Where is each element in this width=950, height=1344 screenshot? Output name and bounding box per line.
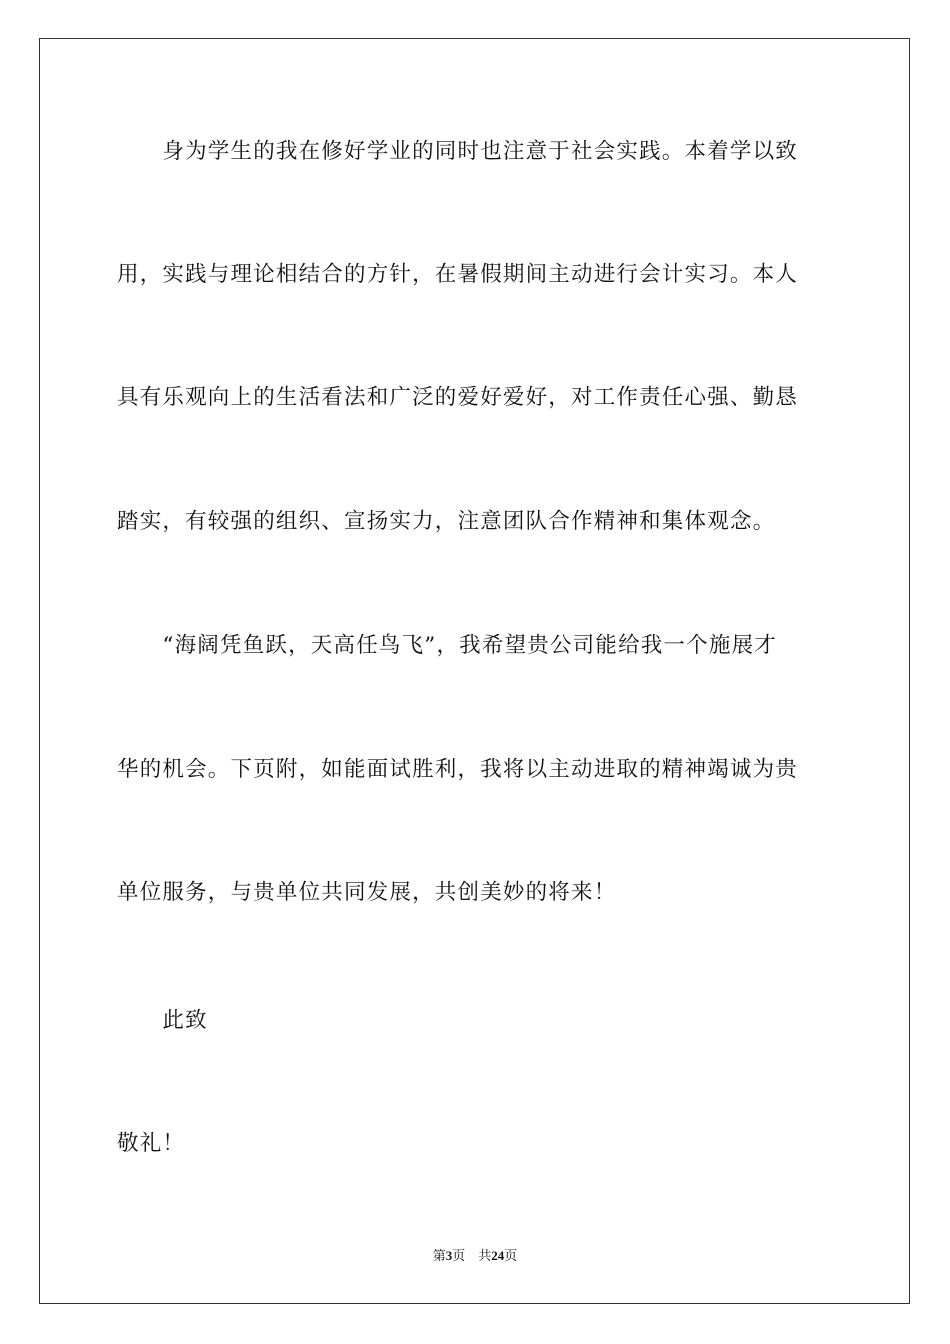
page-border [39,38,910,1304]
page-prefix: 第 [432,1248,446,1263]
page-footer [0,1247,950,1265]
closing-regards: 敬礼！ [117,1131,186,1156]
paragraph-line: 用，实践与理论相结合的方针，在暑假期间主动进行会计实习。本人 [117,262,799,287]
total-pages: 24 [491,1248,505,1263]
page-number: 3 [445,1248,453,1263]
paragraph-line: “海阔凭鱼跃，天高任鸟飞”，我希望贵公司能给我一个施展才 [117,633,777,658]
page-suffix: 页 [452,1248,466,1263]
paragraph-line: 身为学生的我在修好学业的同时也注意于社会实践。本着学以致 [117,139,799,164]
paragraph-line: 具有乐观向上的生活看法和广泛的爱好爱好，对工作责任心强、勤恳 [117,385,799,410]
paragraph-line: 单位服务，与贵单位共同发展，共创美妙的将来！ [117,880,617,905]
total-suffix: 页 [504,1248,518,1263]
paragraph-line: 踏实，有较强的组织、宣扬实力，注意团队合作精神和集体观念。 [117,509,776,534]
closing-salutation: 此致 [117,1008,208,1033]
paragraph-line: 华的机会。下页附，如能面试胜利，我将以主动进取的精神竭诚为贵 [117,757,799,782]
total-prefix: 共 [478,1248,492,1263]
